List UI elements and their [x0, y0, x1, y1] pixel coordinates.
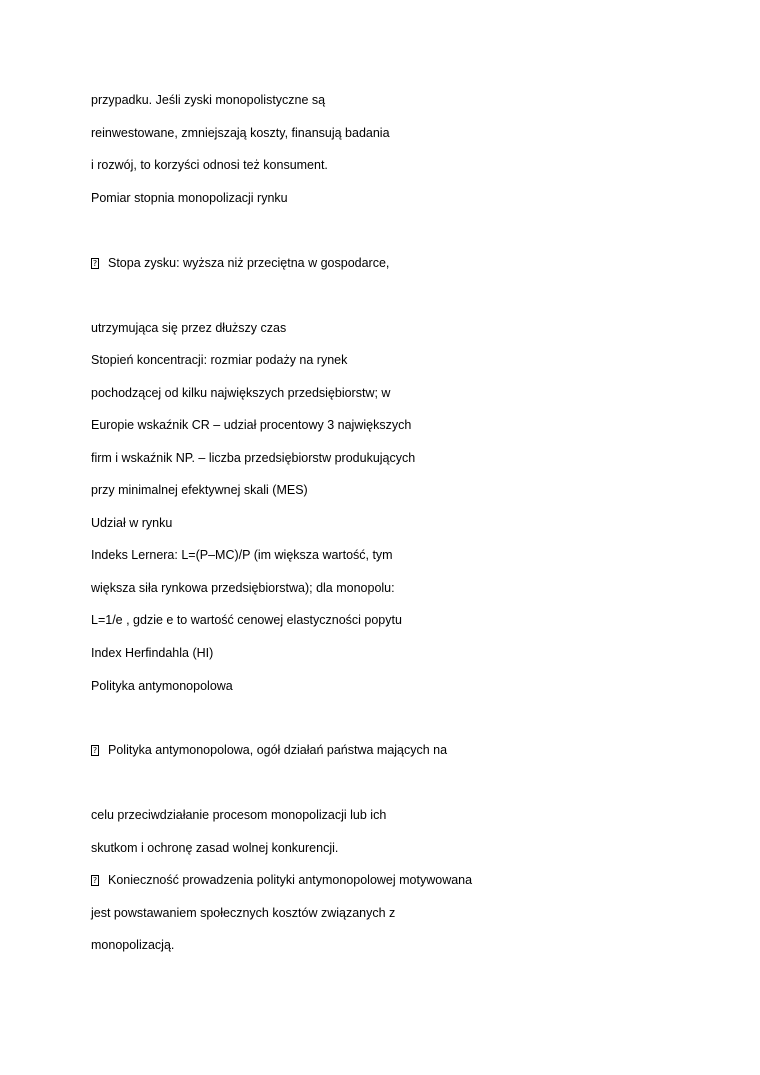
text-line: większa siła rynkowa przedsiębiorstwa); dla monopolu: — [91, 581, 395, 595]
text-line: utrzymująca się przez dłuższy czas — [91, 321, 287, 335]
text-line: przypadku. Jeśli zyski monopolistyczne są — [91, 93, 326, 107]
text-line: Stopień koncentracji: rozmiar podaży na rynek — [91, 353, 348, 367]
text-line: Indeks Lernera: L=(P–MC)/P (im większa wartość, tym — [91, 548, 393, 562]
text-line: Udział w rynku — [91, 516, 173, 530]
bullet-item — [91, 255, 389, 271]
bullet-item — [91, 742, 447, 758]
section-heading: Polityka antymonopolowa — [91, 679, 233, 693]
section-heading: Pomiar stopnia monopolizacji rynku — [91, 191, 288, 205]
text-line: i rozwój, to korzyści odnosi też konsument. — [91, 158, 328, 172]
text-line: skutkom i ochronę zasad wolnej konkurencji. — [91, 841, 339, 855]
missing-glyph-icon: ? — [92, 875, 98, 885]
text-line: Index Herfindahla (HI) — [91, 646, 214, 660]
bullet-item — [91, 872, 472, 888]
bullet-text: Polityka antymonopolowa, ogół działań państwa mających na — [108, 743, 448, 757]
text-line: jest powstawaniem społecznych kosztów związanych z — [91, 906, 396, 920]
text-line: pochodzącej od kilku największych przedsiębiorstw; w — [91, 386, 391, 400]
text-line: reinwestowane, zmniejszają koszty, finansują badania — [91, 126, 390, 140]
missing-glyph-icon: ? — [92, 258, 98, 268]
missing-glyph-icon: ? — [92, 745, 98, 755]
text-line: Europie wskaźnik CR – udział procentowy 3 największych — [91, 418, 412, 432]
bullet-text: Konieczność prowadzenia polityki antymonopolowej motywowana — [108, 873, 473, 887]
text-line: przy minimalnej efektywnej skali (MES) — [91, 483, 308, 497]
text-line: L=1/e , gdzie e to wartość cenowej elastyczności popytu — [91, 613, 402, 627]
bullet-text: Stopa zysku: wyższa niż przeciętna w gospodarce, — [108, 256, 390, 270]
text-line: celu przeciwdziałanie procesom monopolizacji lub ich — [91, 808, 387, 822]
text-line: monopolizacją. — [91, 938, 175, 952]
text-line: firm i wskaźnik NP. – liczba przedsiębiorstw produkujących — [91, 451, 416, 465]
